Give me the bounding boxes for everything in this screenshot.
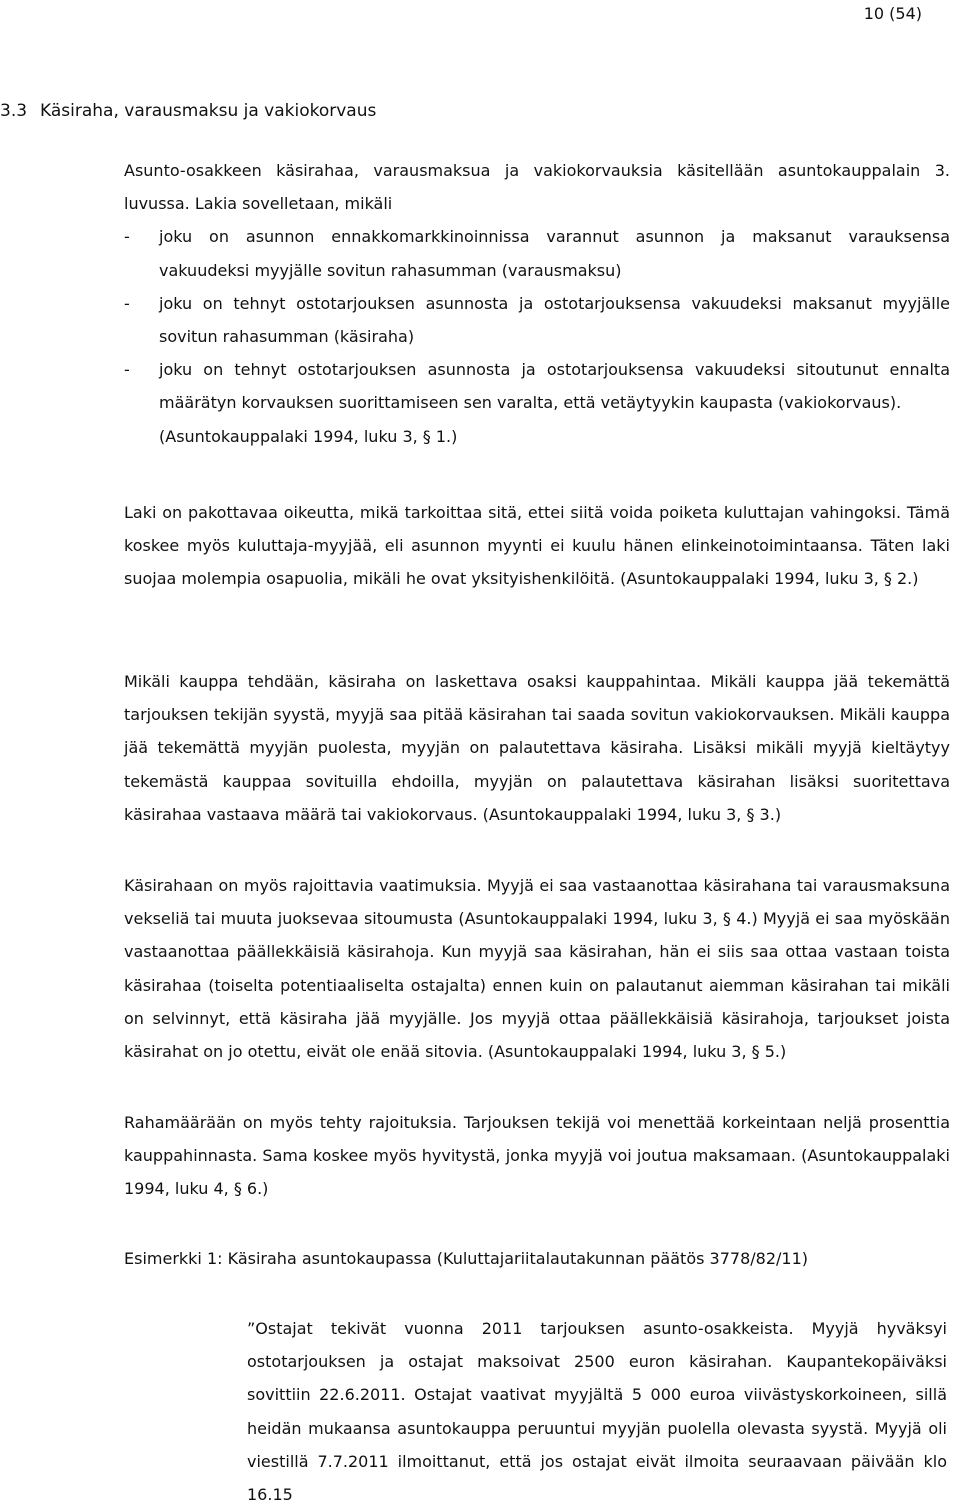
section-title: Käsiraha, varausmaksu ja vakiokorvaus [40,101,377,121]
intro-paragraph: Asunto-osakkeen käsirahaa, varausmaksua ja vakiokorvauksia käsitellään asuntokauppalain 3. luvussa. Lakia sovelletaan, mikäli [124,161,950,214]
list-item [124,220,950,286]
paragraph-kasirahaan: Käsirahaan on myös rajoittavia vaatimuksia. Myyjä ei saa vastaanottaa käsirahana tai varausmaksuna vekseliä tai muuta juoksevaa sitoumusta (Asuntokauppalaki 1994, luku 3, § 4.) Myyjä ei saa myöskään vastaanottaa päällekkäisiä käsirahoja. Kun myyjä saa käsirahan, hän ei siis saa ottaa vastaan toista käsirahaa (toiselta potentiaaliselta ostajalta) ennen kuin on palautanut aiemman käsirahan tai mikäli on selvinnyt, että käsiraha jää myyjälle. Jos myyjä ottaa päällekkäisiä käsirahoja, tarjoukset joista käsirahat on jo otettu, eivät ole enää sitovia. (Asuntokauppalaki 1994, luku 3, § 5.) [124,876,950,1062]
section-number: 3.3 [0,101,28,121]
page-number: 10 (54) [863,4,922,23]
list-item-text: joku on tehnyt ostotarjouksen asunnosta ja ostotarjouksensa vakuudeksi sitoutunut ennalta määrätyn korvauksen suorittamiseen sen varalta, että vetäytyykin kaupasta (vakiokorvaus). [159,360,950,413]
list-item-text: joku on asunnon ennakkomarkkinoinnissa varannut asunnon ja maksanut varauksensa vakuudeksi myyjälle sovitun rahasumman (varausmaksu) [159,227,950,280]
paragraph-laki: Laki on pakottavaa oikeutta, mikä tarkoittaa sitä, ettei siitä voida poiketa kuluttajan vahingoksi. Tämä koskee myös kuluttaja-myyjää, eli asunnon myynti ei kuulu hänen elinkeinotoimintaansa. Täten laki suojaa molempia osapuolia, mikäli he ovat yksityishenkilöitä. (Asuntokauppalaki 1994, luku 3, § 2.) [124,503,950,589]
list-citation: (Asuntokauppalaki 1994, luku 3, § 1.) [159,426,458,446]
paragraph-rahamaara: Rahamäärään on myös tehty rajoituksia. Tarjouksen tekijä voi menettää korkeintaan neljä prosenttia kauppahinnasta. Sama koskee myös hyvitystä, jonka myyjä voi joutua maksamaan. (Asuntokauppalaki 1994, luku 4, § 6.) [124,1113,950,1199]
list-dash: - [124,293,130,313]
section-heading [0,101,376,121]
example-quote: ”Ostajat tekivät vuonna 2011 tarjouksen asunto-osakkeista. Myyjä hyväksyi ostotarjouksen ja ostajat maksoivat 2500 euron käsirahan. Kaupantekopäiväksi sovittiin 22.6.2011. Ostajat vaativat myyjältä 5 000 euroa viivästyskorkoineen, sillä heidän mukaansa asuntokauppa peruuntui myyjän puolella olevasta syystä. Myyjä oli viestillä 7.7.2011 ilmoittanut, että jos ostajat eivät ilmoita seuraavaan päivään klo 16.15 [247,1319,947,1505]
list-item [124,287,950,353]
list-item-text: joku on tehnyt ostotarjouksen asunnosta ja ostotarjouksensa vakuudeksi maksanut myyjälle sovitun rahasumman (käsiraha) [159,293,950,347]
list-dash: - [124,227,130,247]
example-heading: Esimerkki 1: Käsiraha asuntokaupassa (Kuluttajariitalautakunnan päätös 3778/82/11) [124,1249,808,1268]
intro-block [124,154,950,453]
list-dash: - [124,360,130,380]
list-item [124,353,950,453]
paragraph-mikali: Mikäli kauppa tehdään, käsiraha on laskettava osaksi kauppahintaa. Mikäli kauppa jää tekemättä tarjouksen tekijän syystä, myyjä saa pitää käsirahan tai saada sovitun vakiokorvauksen. Mikäli kauppa jää tekemättä myyjän puolesta, myyjän on palautettava käsiraha. Lisäksi mikäli myyjä kieltäytyy tekemästä kauppaa sovituilla ehdoilla, myyjän on palautettava käsirahan lisäksi suoritettava käsirahaa vastaava määrä tai vakiokorvaus. (Asuntokauppalaki 1994, luku 3, § 3.) [124,672,950,824]
